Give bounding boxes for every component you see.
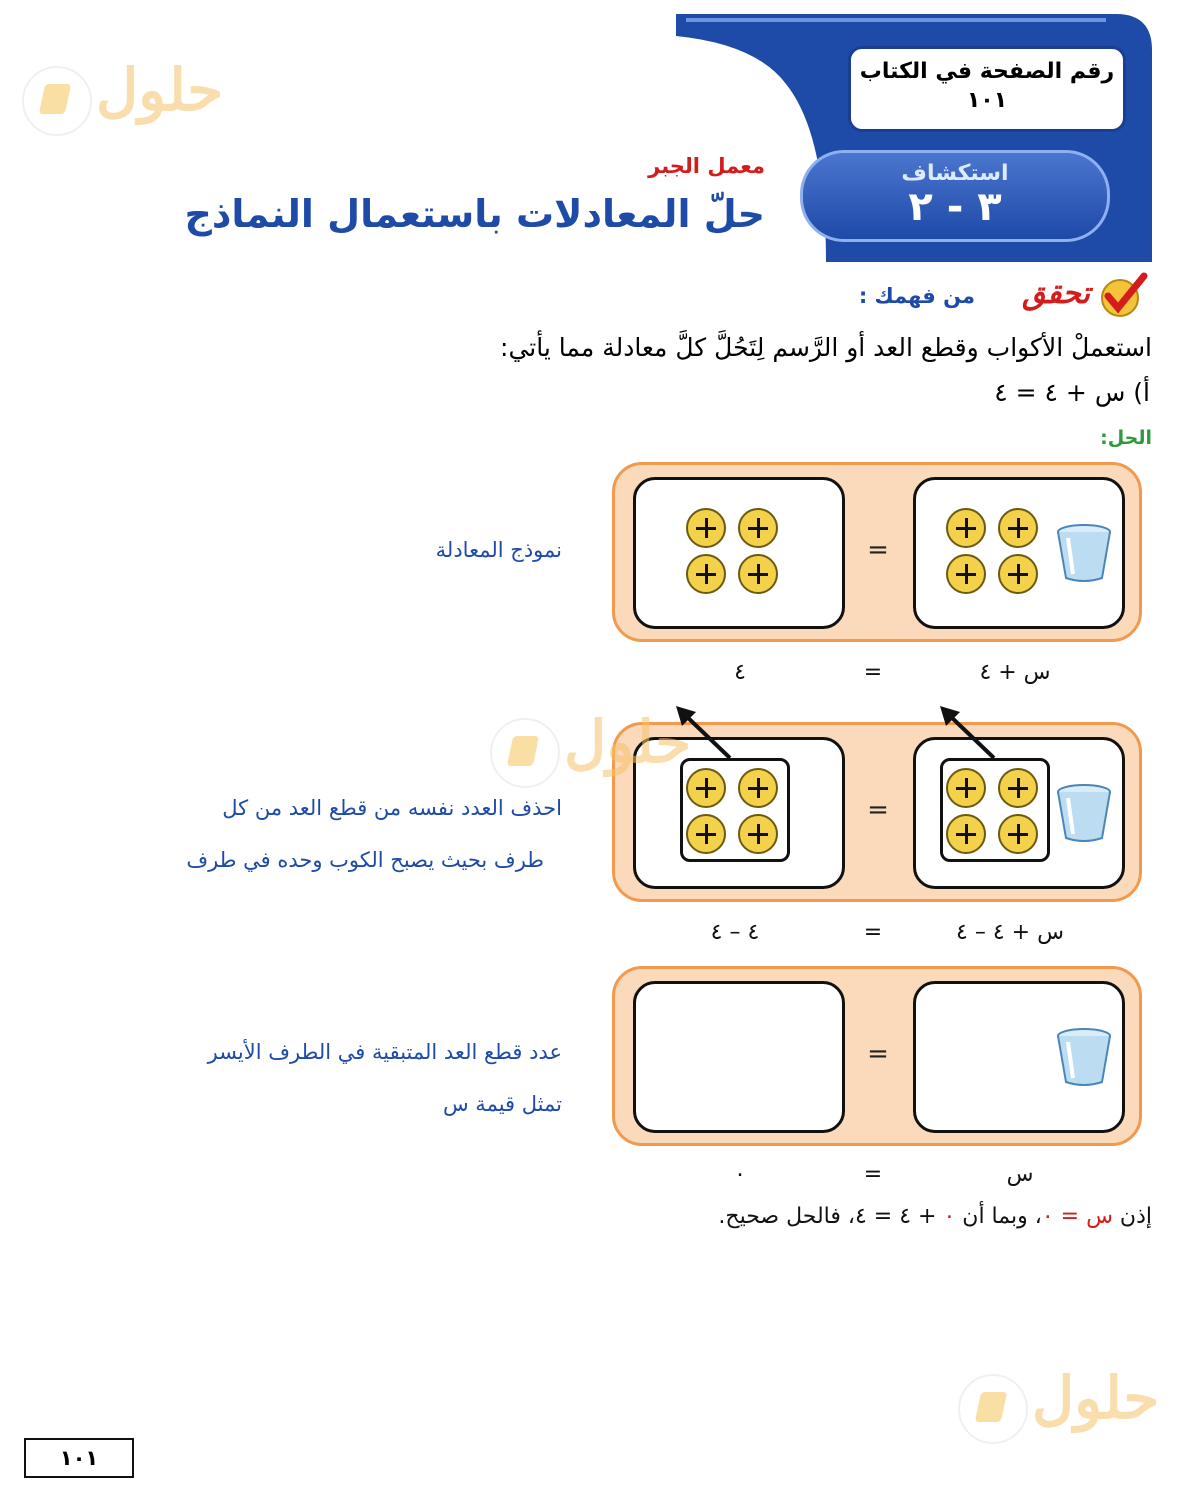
watermark-circle-icon <box>958 1374 1028 1444</box>
counter-tile-icon <box>946 814 986 854</box>
watermark-text: حلول <box>96 56 224 124</box>
explore-badge <box>800 150 1110 242</box>
step-3-right-expr: ٠ <box>734 1162 746 1187</box>
counter-tile-icon <box>998 554 1038 594</box>
step-3-left-expr: س <box>1006 1162 1034 1187</box>
part-a-equation: أ) س + ٤ = ٤ <box>994 378 1150 407</box>
counter-tile-icon <box>738 814 778 854</box>
cup-icon <box>1056 524 1112 584</box>
step-2-note-line1: احذف العدد نفسه من قطع العد من كل <box>222 796 562 820</box>
mat-equals-sign: = <box>867 1039 889 1069</box>
step-3-note-line2: تمثل قيمة س <box>443 1092 562 1116</box>
step-2-eq: = <box>863 920 883 945</box>
step-1-right-expr: ٤ <box>734 660 746 685</box>
instruction-text: استعملْ الأكواب وقطع العد أو الرَّسم لِتَحُلَّ كلَّ معادلة مما يأتي: <box>500 333 1152 362</box>
book-page-label: رقم الصفحة في الكتاب <box>859 59 1115 84</box>
mat-equals-sign: = <box>867 795 889 825</box>
mat-right-pane <box>913 981 1125 1133</box>
mat-left-pane <box>633 981 845 1133</box>
counter-tile-icon <box>686 814 726 854</box>
cup-icon <box>1056 1028 1112 1088</box>
counter-tile-icon <box>686 554 726 594</box>
step-1-eq: = <box>863 660 883 685</box>
checkmark-icon <box>1098 270 1150 318</box>
counter-tile-icon <box>738 508 778 548</box>
watermark-logo <box>490 708 700 798</box>
step-3-eq: = <box>863 1162 883 1187</box>
watermark-text: حلول <box>1032 1364 1160 1432</box>
watermark-circle-icon <box>22 66 92 136</box>
watermark-circle-icon <box>490 718 560 788</box>
watermark-logo <box>22 56 232 146</box>
counter-tile-icon <box>998 768 1038 808</box>
counter-tile-icon <box>686 508 726 548</box>
book-page-number: ١٠١ <box>966 88 1008 113</box>
conclusion-text: إذن س = ٠، وبما أن ٠ + ٤ = ٤، فالحل صحيح. <box>718 1204 1152 1229</box>
mat-right-pane <box>913 477 1125 629</box>
counter-tile-icon <box>738 768 778 808</box>
solution-label: الحل: <box>1100 427 1152 449</box>
mat-equals-sign: = <box>867 535 889 565</box>
counter-tile-icon <box>998 814 1038 854</box>
step-2-note-line2: طرف بحيث يصبح الكوب وحده في طرف <box>186 848 544 872</box>
explore-label: استكشاف <box>901 161 1009 186</box>
step-1-left-expr: س + ٤ <box>979 660 1051 685</box>
watermark-logo <box>958 1364 1168 1454</box>
lesson-title: حلّ المعادلات باستعمال النماذج <box>184 192 765 236</box>
step-2-right-expr: ٤ – ٤ <box>710 920 760 945</box>
page-number-box: ١٠١ <box>24 1438 134 1478</box>
step-3-note-line1: عدد قطع العد المتبقية في الطرف الأيسر <box>207 1040 562 1064</box>
conclusion-value: ٠ <box>1041 1204 1054 1229</box>
counter-tile-icon <box>738 554 778 594</box>
check-title-rest: من فهمك : <box>858 284 975 308</box>
watermark-text: حلول <box>564 708 692 776</box>
counter-tile-icon <box>946 554 986 594</box>
explore-number: ٣ - ٢ <box>908 184 1002 230</box>
counter-tile-icon <box>946 768 986 808</box>
equation-mat-1 <box>612 462 1142 642</box>
equation-mat-3 <box>612 966 1142 1146</box>
counter-tile-icon <box>946 508 986 548</box>
step-2-left-expr: س + ٤ – ٤ <box>956 920 1064 945</box>
cup-icon <box>1056 784 1112 844</box>
check-title-word: تحقق <box>1022 276 1090 311</box>
counter-tile-icon <box>998 508 1038 548</box>
conclusion-variable: س <box>1086 1204 1113 1229</box>
book-page-box <box>848 46 1126 132</box>
lab-name: معمل الجبر <box>648 154 765 178</box>
step-1-note: نموذج المعادلة <box>435 538 562 562</box>
mat-left-pane <box>633 477 845 629</box>
arrow-icon <box>934 700 1004 764</box>
